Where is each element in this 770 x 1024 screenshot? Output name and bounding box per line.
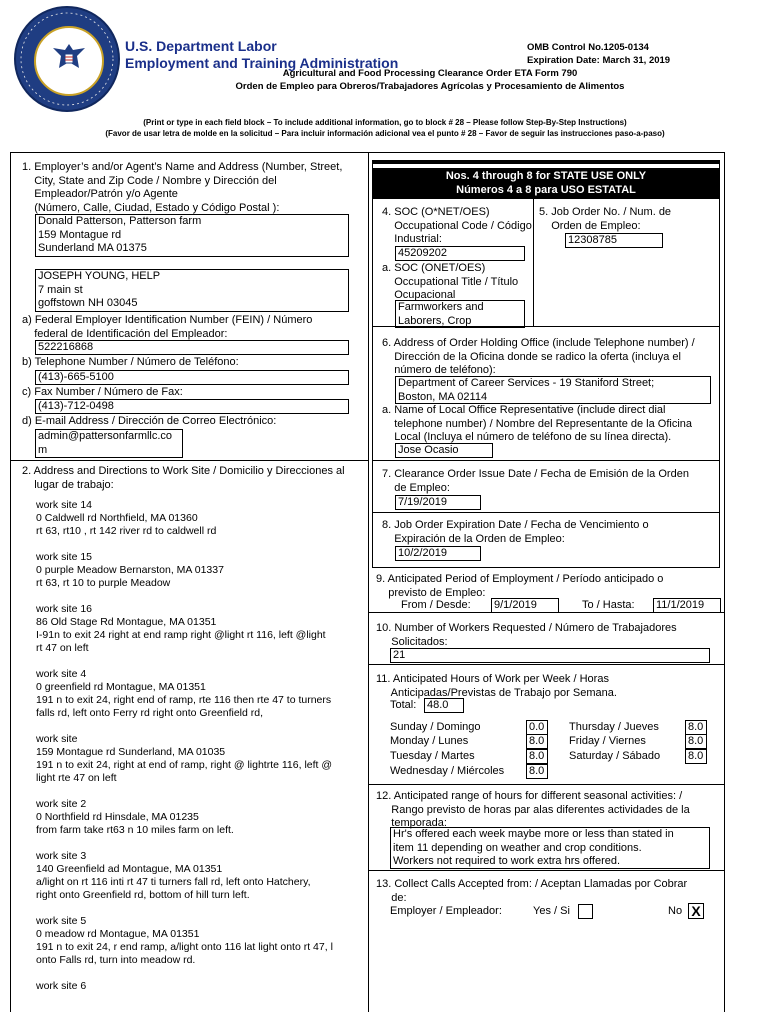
no-checkbox[interactable]: X [688,903,704,919]
block1-block2-divider [10,460,368,461]
block6-block7-divider [372,460,720,461]
thursday-hours-field[interactable]: 8.0 [685,720,707,735]
total-hours-field[interactable]: 48.0 [424,698,464,713]
monday-hours-field[interactable]: 8.0 [526,734,548,749]
employer-name-address-field[interactable]: Donald Patterson, Patterson farm 159 Montague rd Sunderland MA 01375 [35,214,349,257]
block13-label: 13. Collect Calls Accepted from: / Aceptan Llamadas por Cobrar de: [376,878,688,904]
center-divider [368,152,369,1012]
block10-label: 10. Number of Workers Requested / Número de Trabajadores Solicitados: [376,622,677,648]
block11-label: 11. Anticipated Hours of Work per Week / Horas Anticipadas/Previstas de Trabajo por Semana. [376,673,617,699]
agent-name-address-field[interactable]: JOSEPH YOUNG, HELP 7 main st goffstown NH 03045 [35,269,349,312]
fein-field[interactable]: 522216868 [35,340,349,355]
saturday-hours-field[interactable]: 8.0 [685,749,707,764]
employer-collect-calls-label: Employer / Empleador: [390,905,502,917]
seasonal-hours-field[interactable]: Hr's offered each week maybe more or less than stated in item 11 depending on weather and crop conditions. Workers not required to work extra hrs offered. [390,827,710,869]
block2-label: 2. Address and Directions to Work Site / Domicilio y Direcciones al lugar de trabajo: [22,465,345,491]
state-use-line-1: Nos. 4 through 8 for STATE USE ONLY [445,170,647,182]
fax-field[interactable]: (413)-712-0498 [35,399,349,414]
department-of-labor-seal [14,6,120,112]
block9-label: 9. Anticipated Period of Employment / Período anticipado o previsto de Empleo: [376,573,664,599]
right-outer-border [724,152,725,1012]
state-use-left-border [372,160,373,568]
state-use-banner [372,168,720,199]
period-to-field[interactable]: 11/1/2019 [653,598,721,613]
instructions-english: (Print or type in each field block – To include additional information, go to block # 28 – Please follow Step-By-Step Instructions) [143,118,627,127]
job-order-expiration-date-field[interactable]: 10/2/2019 [395,546,481,561]
omb-control-number: OMB Control No.1205-0134 [527,42,649,53]
block1-label: 1. Employer’s and/or Agent’s Name and Address (Number, Street, City, State and Zip Code / Nombre y Dirección del Empleador/Patrón y/o Agente (Número, Calle, Ciudad, Estado y Código Postal ): [22,161,343,214]
clearance-issue-date-field[interactable]: 7/19/2019 [395,495,481,510]
occupational-title-field[interactable]: Farmworkers and Laborers, Crop [395,300,525,328]
work-site-directions-field[interactable]: work site 14 0 Caldwell rd Northfield, MA 01360 rt 63, rt10 , rt 142 river rd to caldwell rd work site 15 0 purple Meadow Bernarston, MA 01337 rt 63, rt 10 to purple Meadow work site 16 86 Old Stage Rd Montague, MA 01351 I-91n to exit 24 right at end ramp right @light rt 116, left @light rt 47 on left work site 4 0 greenfield rd Montague, MA 01351 191 n to exit 24, right end of ramp, rte 116 then rte 47 to turners falls rd, left onto Ferry rd right onto Greenfield rd, work site 159 Montague rd Sunderland, MA 01035 191 n to exit 24, right at end of ramp, right @ lightrte 116, left @ light rte 47 on left work site 2 0 Northfield rd Hinsdale, MA 01235 from farm take rt63 n 10 miles farm on left. work site 3 140 Greenfield ad Montague, MA 01351 a/light on rt 116 inti rt 47 ti turners fall rd, left onto Hatchery, right onto Greenfield rd, bottom of hill turn left. work site 5 0 meadow rd Montague, MA 01351 191 n to exit 24, r end ramp, a/light onto 116 lat light onto rt 47, l onto Falls rd, turn into meadow rd. work site 6 [36,499,333,992]
fax-label: c) Fax Number / Número de Fax: [22,386,183,398]
yes-label: Yes / Si [533,905,570,917]
no-label: No [668,905,683,917]
monday-label: Monday / Lunes [390,735,469,747]
sunday-label: Sunday / Domingo [390,721,481,733]
wednesday-hours-field[interactable]: 8.0 [526,764,548,779]
block5-label: 5. Job Order No. / Num. de Orden de Empleo: [539,206,672,232]
to-label: To / Hasta: [582,599,635,611]
state-use-right-border [719,160,720,568]
wednesday-label: Wednesday / Miércoles [390,765,505,777]
block12-label: 12. Anticipated range of hours for different seasonal activities: / Rango previsto de horas par alas diferentes actividades de la temporada: [376,790,690,829]
yes-checkbox[interactable] [578,904,593,919]
fein-label: a) Federal Employer Identification Number (FEIN) / Número federal de Identificación del Empleador: [22,314,313,340]
tuesday-hours-field[interactable]: 8.0 [526,749,548,764]
left-top-border [10,152,368,153]
agency-line-1: U.S. Department Labor [125,38,277,54]
block11-block12-divider [368,784,724,785]
seal-inner [34,26,104,96]
state-use-bottom-border [372,567,720,568]
agency-line-2: Employment and Training Administration [125,55,399,71]
from-label: From / Desde: [401,599,471,611]
telephone-field[interactable]: (413)-665-5100 [35,370,349,385]
block12-block13-divider [368,870,724,871]
email-label: d) E-mail Address / Dirección de Correo Electrónico: [22,415,277,427]
tuesday-label: Tuesday / Martes [390,750,475,762]
soc-code-field[interactable]: 45209202 [395,246,525,261]
form-title-english: Agricultural and Food Processing Clearance Order ETA Form 790 [282,68,578,79]
state-use-line-2: Números 4 a 8 para USO ESTATAL [456,184,636,196]
eagle-icon [49,38,89,78]
block4-block5-divider [533,198,534,326]
block4a-label: a. SOC (ONET/OES) Occupational Title / Título Ocupacional [382,262,519,301]
block7-block8-divider [372,512,720,513]
sunday-hours-field[interactable]: 0.0 [526,720,548,735]
workers-requested-field[interactable]: 21 [390,648,710,663]
block6a-label: a. Name of Local Office Representative (include direct dial telephone number) / Nombre del Representante de la Oficina Local (Incluya el número de teléfono de su línea directa). [382,404,693,443]
total-hours-label: Total: [390,699,417,711]
friday-hours-field[interactable]: 8.0 [685,734,707,749]
thursday-label: Thursday / Jueves [569,721,659,733]
saturday-label: Saturday / Sábado [569,750,661,762]
instructions-spanish: (Favor de usar letra de molde en la solicitud – Para incluir información adicional vea el punto # 28 – Favor de seguir las instrucciones paso-a-paso) [105,129,665,138]
block10-block11-divider [368,664,724,665]
block6-label: 6. Address of Order Holding Office (include Telephone number) / Dirección de la Oficina donde se radico la oferta (incluya el número de teléfono): [382,337,695,376]
right-top-border [368,152,724,153]
block8-label: 8. Job Order Expiration Date / Fecha de Vencimiento o Expiración de la Orden de Empleo: [382,519,649,545]
telephone-label: b) Telephone Number / Número de Teléfono: [22,356,239,368]
expiration-date: Expiration Date: March 31, 2019 [527,55,671,66]
left-outer-border [10,152,11,1012]
block7-label: 7. Clearance Order Issue Date / Fecha de Emisión de la Orden de Empleo: [382,468,689,494]
form-title-spanish: Orden de Empleo para Obreros/Trabajadores Agrícolas y Procesamiento de Alimentos [235,81,625,92]
state-use-top-rule [372,160,720,164]
friday-label: Friday / Viernes [569,735,646,747]
period-from-field[interactable]: 9/1/2019 [491,598,559,613]
job-order-number-field[interactable]: 12308785 [565,233,663,248]
block4-label: 4. SOC (O*NET/OES) Occupational Code / Código Industrial: [382,206,532,245]
email-field[interactable]: admin@pattersonfarmllc.co m [35,429,183,458]
local-office-representative-field[interactable]: Jose Ocasio [395,443,493,458]
order-holding-office-field[interactable]: Department of Career Services - 19 Staniford Street; Boston, MA 02114 [395,376,711,404]
